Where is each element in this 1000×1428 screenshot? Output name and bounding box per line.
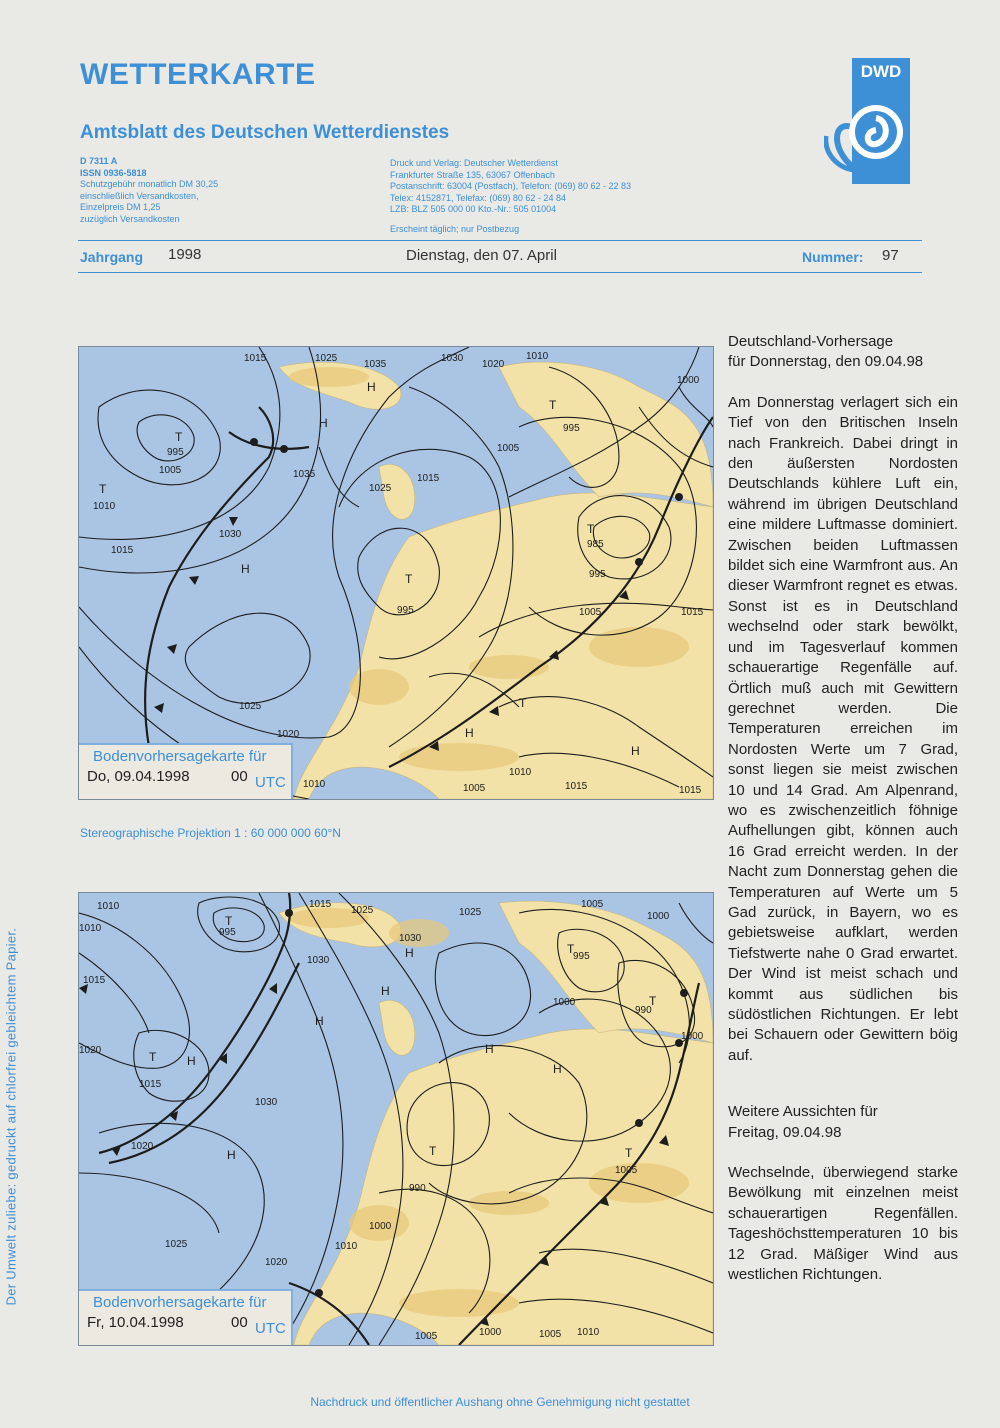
map-caption-date: Fr, 10.04.1998	[87, 1314, 184, 1331]
isobar-label: 1015	[681, 607, 704, 618]
low-pressure-marker: T	[429, 1144, 437, 1158]
low-pressure-marker: T	[519, 696, 527, 710]
isobar-label: 1020	[482, 359, 505, 370]
forecast-heading-date: für Donnerstag, den 09.04.98	[728, 353, 924, 371]
isobar-label: 995	[563, 423, 580, 434]
isobar-label: 1015	[83, 975, 106, 986]
projection-note: Stereographische Projektion 1 : 60 000 000 60°N	[80, 826, 341, 840]
isobar-label: 1020	[79, 1045, 102, 1056]
page-title: WETTERKARTE	[80, 58, 316, 91]
low-pressure-marker: T	[649, 994, 657, 1008]
isobar-label: 995	[167, 447, 184, 458]
map-caption-utc: UTC	[255, 774, 286, 791]
isobar-label: 1010	[509, 767, 532, 778]
publisher-info	[390, 158, 631, 216]
isobar-label: 1025	[369, 483, 392, 494]
high-pressure-marker: H	[315, 1014, 324, 1028]
map-1-caption	[79, 743, 293, 799]
nummer-value: 97	[882, 247, 899, 264]
isobar-label: 1015	[565, 781, 588, 792]
isobar-label: 990	[409, 1183, 426, 1194]
isobar-label: 1025	[459, 907, 482, 918]
map-caption-time: 00	[231, 768, 248, 785]
isobar-label: 1025	[165, 1239, 188, 1250]
issn: ISSN 0936-5818	[80, 167, 147, 178]
low-pressure-marker: T	[549, 398, 557, 412]
isobar-label: 990	[635, 1005, 652, 1016]
high-pressure-marker: H	[381, 984, 390, 998]
forecast-heading: Deutschland-Vorhersage	[728, 333, 894, 350]
isobar-label: 1020	[277, 729, 300, 740]
isobar-label: 1030	[399, 933, 422, 944]
isobar-label: 1030	[307, 955, 330, 966]
high-pressure-marker: H	[485, 1042, 494, 1056]
map-2-caption	[79, 1289, 293, 1345]
high-pressure-marker: H	[241, 562, 250, 576]
map-caption-time: 00	[231, 1314, 248, 1331]
divider-top	[78, 240, 922, 241]
fee-line-4: zuzüglich Versandkosten	[80, 213, 180, 224]
forecast-body: Am Donnerstag verlagert sich ein Tief von den Britischen Inseln nach Frankreich. Dabei dringt in den äußersten Nordosten Deutschlands kühlere Luft ein, während im übrigen Deutschland eine mildere Luftmasse dominiert. Zwischen beiden Luftmassen bildet sich eine Warmfront aus. An dieser Warmfront regnet es etwas. Sonst ist es in Deutschland wechselnd oder stark bewölkt, und im Tagesverlauf kommen schauerartige Regenfälle auf. Örtlich muß auch mit Gewittern gerechnet werden. Die Temperaturen erreichen im Nordosten Werte um 7 Grad, sonst liegen sie meist zwischen 10 und 14 Grad. Am Alpenrand, wo es zwischenzeitlich föhnige Aufhellungen gibt, können auch 16 Grad erreicht werden. In der Nacht zum Donnerstag gehen die Temperaturen auf Werte um 5 Gad zurück, in Bayern, wo es gebietsweise aufklart, werden Tiefstwerte nahe 0 Grad erwartet. Der Wind ist meist schach und kommt aus südlichen bis südöstlichen Richtungen. Er lebt bei Schauern oder Gewittern böig auf.	[728, 393, 958, 1064]
isobar-label: 1010	[526, 351, 549, 362]
isobar-label: 1010	[97, 901, 120, 912]
isobar-label: 1035	[364, 359, 387, 370]
outlook-body: Wechselnde, überwiegend starke Bewölkung mit einzelnen meist schauerartigen Regenfällen. Tageshöchsttemperaturen 10 bis 12 Grad. Mäßiger Wind aus westlichen Richtungen.	[728, 1164, 958, 1284]
logo-text: DWD	[860, 62, 902, 81]
isobar-label: 1005	[579, 607, 602, 618]
outlook-heading-date: Freitag, 09.04.98	[728, 1123, 842, 1141]
low-pressure-marker: T	[99, 482, 107, 496]
isobar-label: 1010	[335, 1241, 358, 1252]
forecast-map-thursday	[78, 346, 714, 800]
isobar-label: 1025	[351, 905, 374, 916]
publication-frequency: Erscheint täglich; nur Postbezug	[390, 224, 520, 234]
nummer-label: Nummer:	[802, 249, 864, 265]
jahrgang-value: 1998	[168, 246, 202, 263]
low-pressure-marker: T	[625, 1146, 633, 1160]
forecast-map-friday	[78, 892, 714, 1346]
map-2-graphic	[79, 893, 713, 1345]
isobar-label: 1010	[93, 501, 116, 512]
isobar-label: 1030	[219, 529, 242, 540]
high-pressure-marker: H	[553, 1062, 562, 1076]
outlook-heading: Weitere Aussichten für	[728, 1103, 878, 1121]
high-pressure-marker: H	[367, 380, 376, 394]
footer-note: Nachdruck und öffentlicher Aushang ohne Genehmigung nicht gestattet	[310, 1395, 690, 1409]
isobar-label: 1005	[463, 783, 486, 794]
isobar-label: 1010	[79, 923, 102, 934]
low-pressure-marker: T	[587, 522, 595, 536]
isobar-label: 1005	[581, 899, 604, 910]
isobar-label: 1005	[615, 1165, 638, 1176]
isobar-label: 995	[219, 927, 236, 938]
isobar-label: 1030	[441, 353, 464, 364]
page-subtitle: Amtsblatt des Deutschen Wetterdienstes	[80, 122, 450, 143]
low-pressure-marker: T	[405, 572, 413, 586]
isobar-label: 1000	[369, 1221, 392, 1232]
publisher-line-4: Telex: 4152871, Telefax: (069) 80 62 - 24 84	[390, 192, 566, 203]
isobar-label: 1010	[303, 779, 326, 790]
isobar-label: 1015	[679, 785, 702, 796]
isobar-label: 1015	[309, 899, 332, 910]
map-caption-date: Do, 09.04.1998	[87, 768, 190, 785]
low-pressure-marker: T	[149, 1050, 157, 1064]
isobar-label: 1000	[677, 375, 700, 386]
fee-line-3: Einzelpreis DM 1,25	[80, 202, 161, 212]
forecast-text-column	[728, 332, 958, 1285]
low-pressure-marker: T	[175, 430, 183, 444]
map-1-graphic	[79, 347, 713, 799]
publisher-line-3: Postanschrift: 63004 (Postfach), Telefon: (069) 80 62 - 22 83	[390, 181, 631, 191]
isobar-label: 1025	[315, 353, 338, 364]
isobar-label: 1005	[539, 1329, 562, 1340]
high-pressure-marker: H	[405, 946, 414, 960]
isobar-label: 1025	[239, 701, 262, 712]
isobar-label: 1005	[159, 465, 182, 476]
isobar-label: 985	[587, 539, 604, 550]
isobar-label: 1000	[553, 997, 576, 1008]
dwd-logo-icon	[824, 58, 910, 184]
environment-note: Der Umwelt zuliebe: gedruckt auf chlorfrei gebleichtem Papier.	[3, 927, 19, 1306]
low-pressure-marker: T	[567, 942, 575, 956]
isobar-label: 1015	[111, 545, 134, 556]
isobar-label: 1010	[577, 1327, 600, 1338]
isobar-label: 1035	[293, 469, 316, 480]
low-pressure-marker: T	[225, 914, 233, 928]
isobar-label: 1020	[265, 1257, 288, 1268]
isobar-label: 1015	[417, 473, 440, 484]
fee-line-1: Schutzgebühr monatlich DM 30,25	[80, 179, 219, 189]
isobar-label: 995	[573, 951, 590, 962]
publisher-line-5: LZB: BLZ 505 000 00 Kto.-Nr.: 505 01004	[390, 204, 557, 214]
isobar-label: 1005	[497, 443, 520, 454]
isobar-label: 1000	[681, 1031, 704, 1042]
map-caption-title: Bodenvorhersagekarte für	[93, 748, 267, 765]
high-pressure-marker: H	[465, 726, 474, 740]
isobar-label: 995	[397, 605, 414, 616]
jahrgang-label: Jahrgang	[80, 249, 144, 265]
isobar-label: 1020	[131, 1141, 154, 1152]
isobar-label: 995	[589, 569, 606, 580]
map-caption-title: Bodenvorhersagekarte für	[93, 1294, 267, 1311]
divider-bottom	[78, 272, 922, 273]
high-pressure-marker: H	[227, 1148, 236, 1162]
isobar-label: 1000	[647, 911, 670, 922]
publication-info	[80, 156, 218, 225]
publisher-line-2: Frankfurter Straße 135, 63067 Offenbach	[390, 169, 555, 180]
high-pressure-marker: H	[187, 1054, 196, 1068]
fee-line-2: einschließlich Versandkosten,	[80, 190, 199, 201]
isobar-label: 1005	[415, 1331, 438, 1342]
high-pressure-marker: H	[319, 416, 328, 430]
publication-id: D 7311 A	[80, 156, 118, 166]
map-caption-utc: UTC	[255, 1320, 286, 1337]
isobar-label: 1030	[255, 1097, 278, 1108]
publisher-line-1: Druck und Verlag: Deutscher Wetterdienst	[390, 158, 558, 168]
high-pressure-marker: H	[631, 744, 640, 758]
isobar-label: 1000	[479, 1327, 502, 1338]
isobar-label: 1015	[244, 353, 267, 364]
isobar-label: 1015	[139, 1079, 162, 1090]
issue-date: Dienstag, den 07. April	[406, 247, 557, 264]
